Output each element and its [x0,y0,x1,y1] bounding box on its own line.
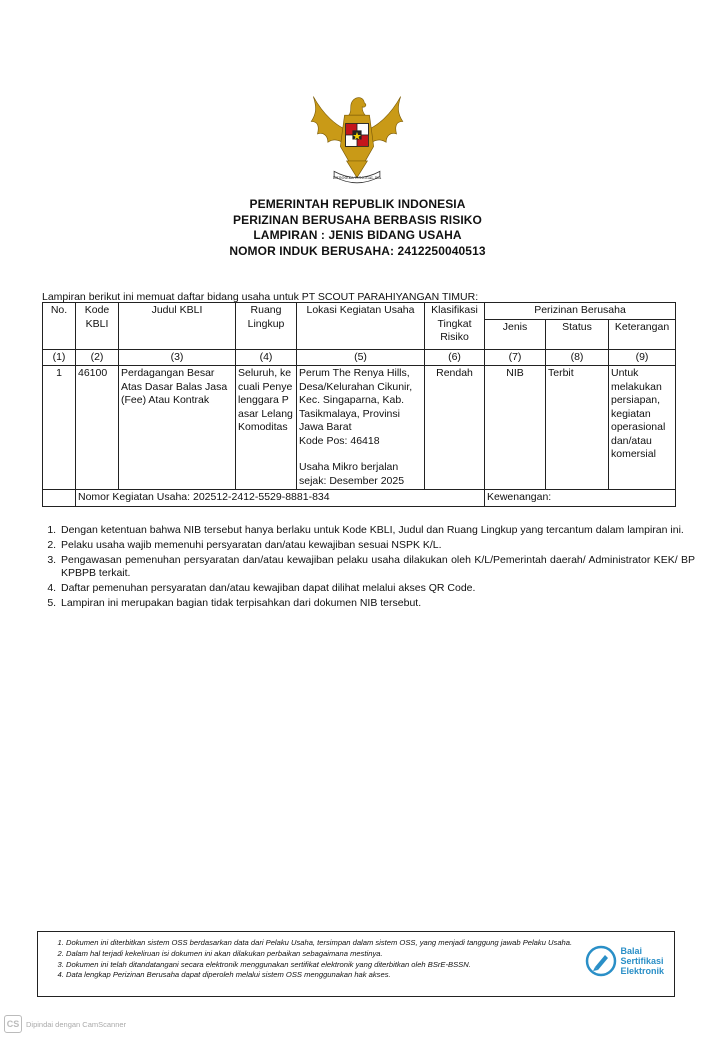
motto-text: BHINNEKA TUNGGAL IKA [332,176,382,181]
intro-text: Lampiran berikut ini memuat daftar bidang usaha untuk PT SCOUT PARAHIYANGAN TIMUR: [42,291,479,303]
camscanner-icon: CS [4,1015,22,1033]
lokasi-address: Perum The Renya Hills, Desa/Kelurahan Cikunir, Kec. Singaparna, Kab. Tasikmalaya, Provinsi Jawa Barat [299,367,413,433]
kewenangan: Kewenangan: [485,490,676,507]
col-num: (4) [236,349,297,366]
col-num: (9) [609,349,676,366]
cell-keterangan: Untuk melakukan persiapan, kegiatan operasional dan/atau komersial [609,366,676,490]
header-lokasi: Lokasi Kegiatan Usaha [297,303,425,350]
note-item: 2. Pelaku usaha wajib memenuhi persyaratan dan/atau kewajiban sesuai NSPK K/L. [59,539,695,552]
nomor-kegiatan-usaha: Nomor Kegiatan Usaha: 202512-2412-5529-8881-834 [76,490,485,507]
header-line-2: PERIZINAN BERUSAHA BERBASIS RISIKO [233,212,482,227]
col-num: (6) [425,349,485,366]
cell-ruang-lingkup: Seluruh, kecuali Penyelenggara Pasar Lelang Komoditas [236,366,297,490]
bsre-line-1: Balai [620,946,642,956]
bsre-logo [585,945,664,977]
note-item: 1. Dengan ketentuan bahwa NIB tersebut hanya berlaku untuk Kode KBLI, Judul dan Ruang Lingkup yang tercantum dalam lampiran ini. [59,524,695,537]
col-num: (2) [76,349,119,366]
camscanner-label: Dipindai dengan CamScanner [26,1019,127,1029]
head [349,98,366,116]
footnotes-list [46,938,581,981]
table-footer-row [43,490,676,507]
lokasi-usaha-mikro: Usaha Mikro berjalan sejak: Desember 2025 [299,461,405,487]
header-perizinan-berusaha: Perizinan Berusaha [485,303,676,320]
footnote-item: 4. Data lengkap Perizinan Berusaha dapat diperoleh melalui sistem OSS menggunakan hak akses. [66,970,581,981]
tail [347,161,368,178]
header-line-1: PEMERINTAH REPUBLIK INDONESIA [249,197,466,211]
notes-list [40,524,695,612]
footnote-item: 2. Dalam hal terjadi kekeliruan isi dokumen ini akan dilakukan perbaikan sebagaimana mestinya. [66,949,581,960]
header-kode-kbli: Kode KBLI [76,303,119,350]
note-item: 5. Lampiran ini merupakan bagian tidak terpisahkan dari dokumen NIB tersebut. [59,597,695,610]
header-keterangan: Keterangan [609,319,676,349]
footnote-box [37,931,675,997]
cell-judul-kbli: Perdagangan Besar Atas Dasar Balas Jasa (Fee) Atau Kontrak [119,366,236,490]
header-ruang-lingkup: Ruang Lingkup [236,303,297,350]
lokasi-kode-pos: Kode Pos: 46418 [299,434,380,447]
header-line-3: LAMPIRAN : JENIS BIDANG USAHA [253,228,462,242]
note-item: 3. Pengawasan pemenuhan persyaratan dan/atau kewajiban pelaku usaha dilakukan oleh K/L/Pemerintah daerah/ Administrator KEK/ BP KPBPB terkait. [59,554,695,580]
cell-kode-kbli: 46100 [76,366,119,490]
document-header [0,197,715,259]
cell-lokasi [297,366,425,490]
bsre-pen-icon [585,945,617,977]
column-number-row [43,349,676,366]
col-num: (1) [43,349,76,366]
col-num: (3) [119,349,236,366]
header-line-4: NOMOR INDUK BERUSAHA: 2412250040513 [229,243,486,258]
cell-no: 1 [43,366,76,490]
footnote-item: 1. Dokumen ini diterbitkan sistem OSS berdasarkan data dari Pelaku Usaha, tersimpan dalam sistem OSS, yang menjadi tanggung jawab Pelaku Usaha. [66,938,581,949]
header-klasifikasi: Klasifikasi Tingkat Risiko [425,303,485,350]
table-row [43,366,676,490]
kbli-table [42,302,676,507]
header-status: Status [546,319,609,349]
bsre-line-2: Sertifikasi [620,956,664,966]
col-num: (8) [546,349,609,366]
cell-jenis: NIB [485,366,546,490]
cell-klasifikasi: Rendah [425,366,485,490]
cell-status: Terbit [546,366,609,490]
header-jenis: Jenis [485,319,546,349]
header-no: No. [43,303,76,350]
camscanner-watermark [4,1015,126,1033]
col-num: (5) [297,349,425,366]
header-judul-kbli: Judul KBLI [119,303,236,350]
bsre-line-3: Elektronik [620,966,664,976]
note-item: 4. Daftar pemenuhan persyaratan dan/atau kewajiban dapat dilihat melalui akses QR Code. [59,582,695,595]
col-num: (7) [485,349,546,366]
shield [346,124,369,147]
footnote-item: 3. Dokumen ini telah ditandatangani secara elektronik menggunakan sertifikat elektronik yang diterbitkan oleh BSrE-BSSN. [66,960,581,971]
garuda-pancasila-emblem [305,84,409,188]
